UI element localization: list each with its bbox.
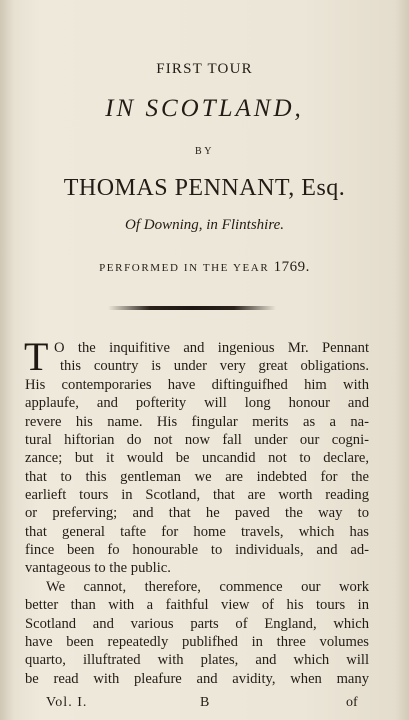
body-line: tural hiftorian do not now fall under our cogni-	[25, 432, 369, 448]
title-in-scotland: IN SCOTLAND,	[105, 95, 304, 122]
body-line: that to this gentleman we are indebted for the	[25, 469, 369, 485]
body-line: quarto, illuftrated with plates, and which will	[25, 652, 369, 668]
author-residence: Of Downing, in Flintshire.	[124, 217, 285, 233]
body-line: or preferving; and that he paved the way to	[25, 505, 369, 521]
body-line: vantageous to the public.	[25, 560, 171, 576]
author-name: THOMAS PENNANT, Esq.	[63, 175, 346, 201]
body-line: applaufe, and pofterity will long honour and	[25, 395, 369, 411]
body-line: fince been fo honourable to individuals, and ad-	[25, 542, 369, 558]
body-line: better than with a faithful view of his tours in	[25, 597, 369, 613]
body-line: this country is under very great obligations.	[60, 358, 369, 374]
body-line: that general tafte for home travels, which has	[25, 524, 369, 540]
footer-volume: Vol. I.	[46, 695, 88, 710]
drop-cap: T	[24, 334, 49, 379]
body-line: Scotland and various parts of England, which	[25, 616, 369, 632]
body-line: We cannot, therefore, commence our work	[46, 579, 369, 595]
footer-signature: B	[200, 695, 210, 710]
performed-text: PERFORMED IN THE YEAR	[99, 262, 270, 274]
body-line: zance; but it would be uncandid not to declare,	[25, 450, 369, 466]
body-line: have been repeatedly publifhed in three volumes	[25, 634, 369, 650]
title-first-tour: FIRST TOUR	[156, 61, 253, 77]
body-line: be read with pleafure and avidity, when many	[25, 671, 369, 687]
performed-year: 1769.	[273, 259, 310, 275]
footer-catchword: of	[346, 695, 358, 710]
body-line: earlieft tours in Scotland, that are worth reading	[25, 487, 369, 503]
body-line: O the inquifitive and ingenious Mr. Pennant	[54, 340, 369, 356]
body-line: revere his name. His fingular merits as a na-	[25, 414, 369, 430]
performed-line	[0, 259, 409, 276]
ornamental-rule	[108, 306, 276, 310]
body-line: His contemporaries have diftinguifhed him with	[25, 377, 369, 393]
title-by: BY	[195, 146, 214, 157]
